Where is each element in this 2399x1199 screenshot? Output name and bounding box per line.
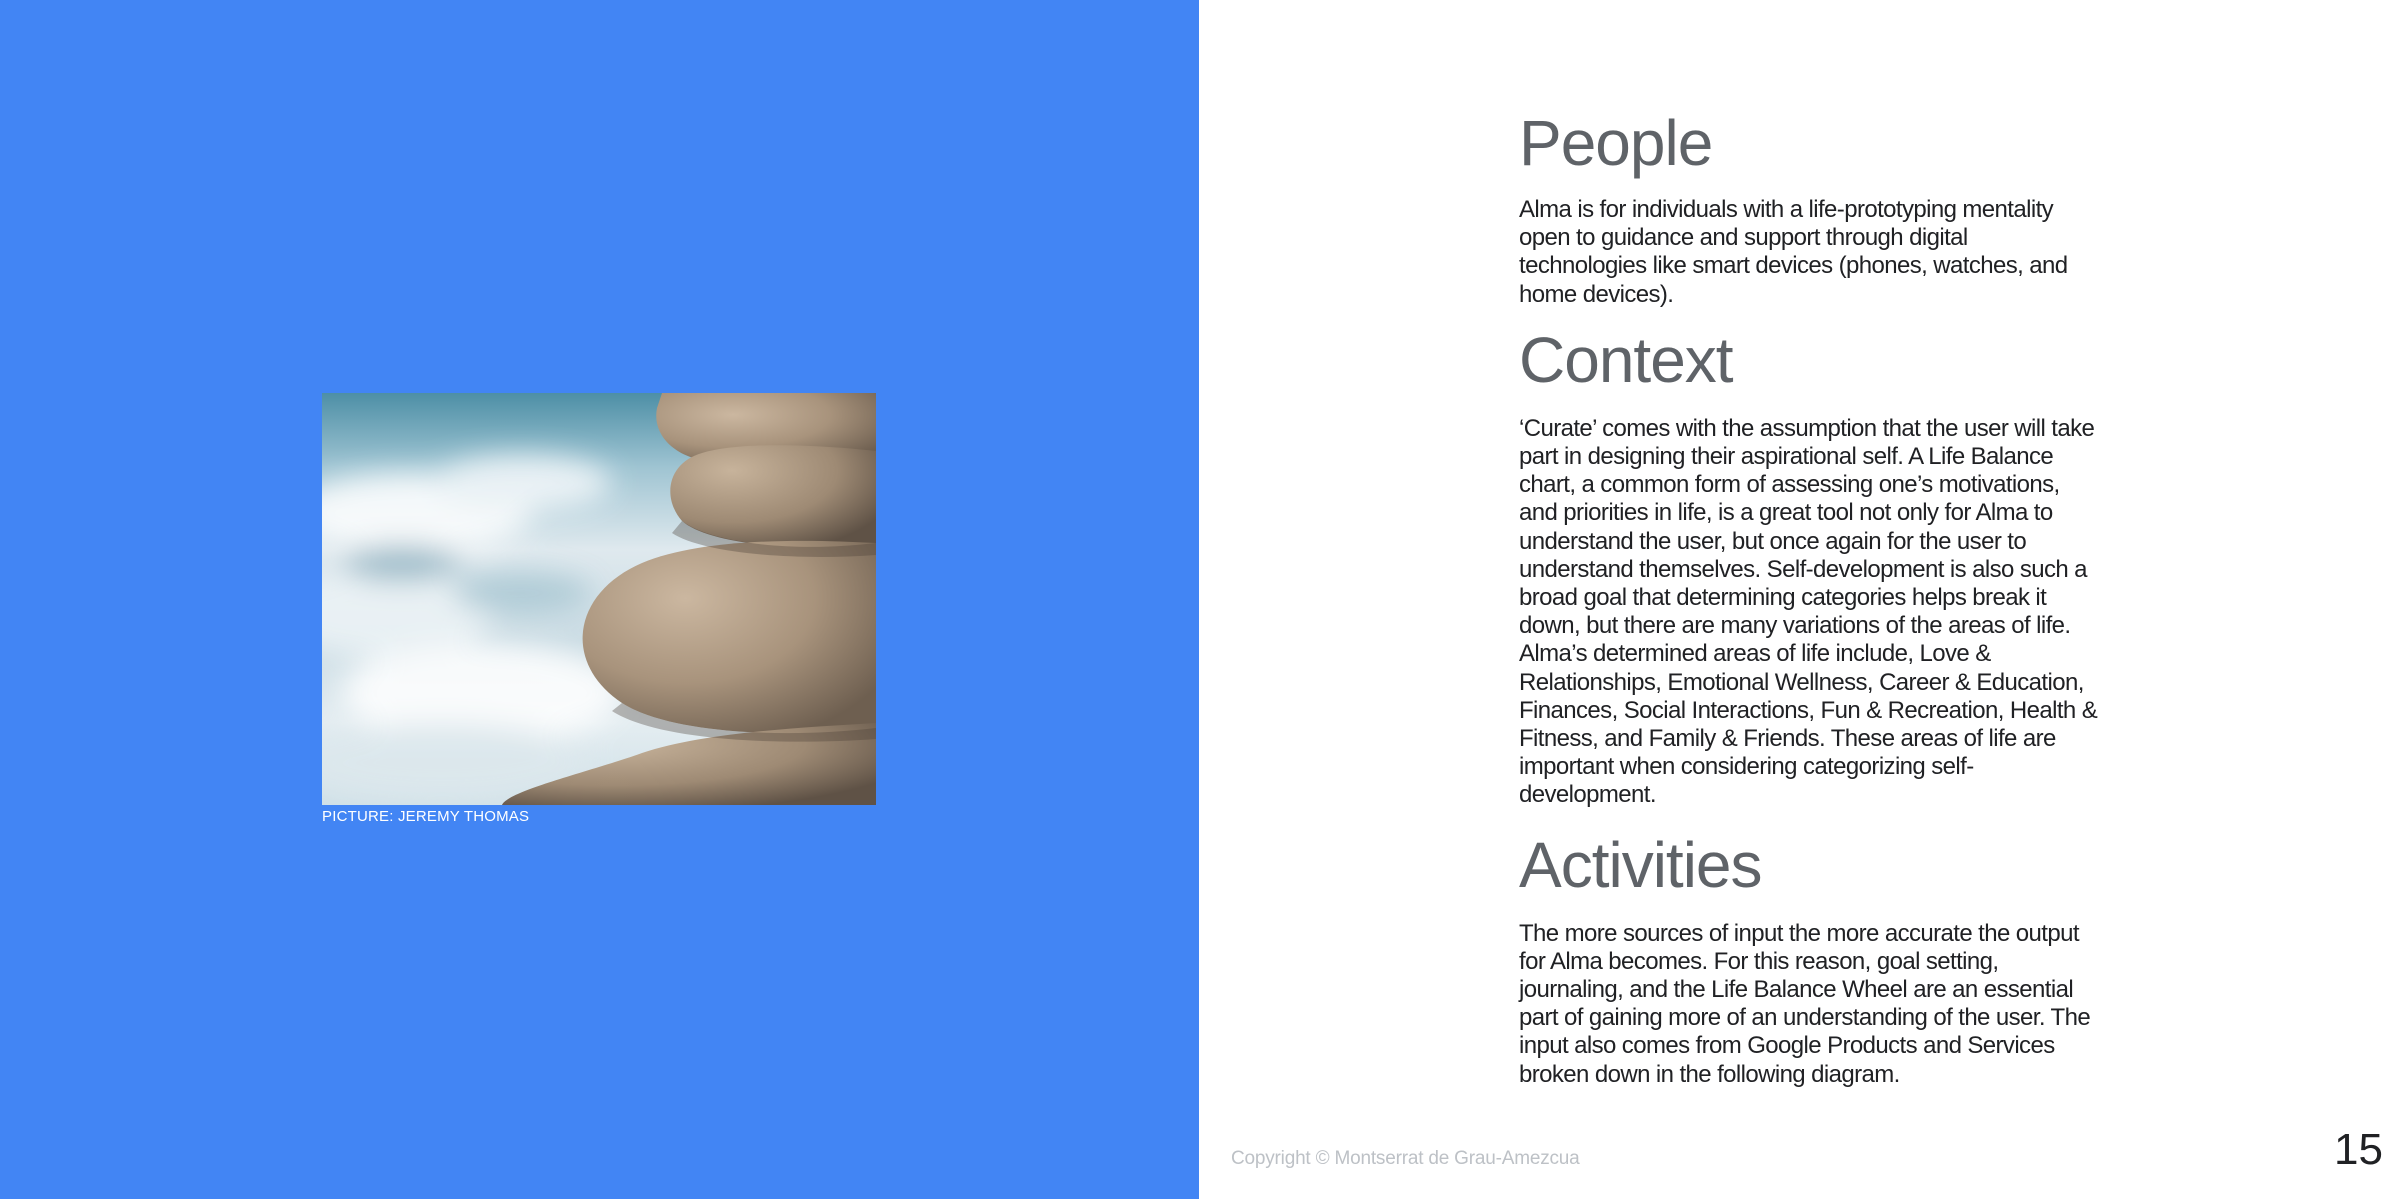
stacked-stones-photo xyxy=(322,393,876,805)
photo-caption: PICTURE: JEREMY THOMAS xyxy=(322,808,530,825)
people-body: Alma is for individuals with a life-prototyping mentality open to guidance and support through digital technologies like smart devices (phones, watches, and home devices). xyxy=(1519,196,2068,308)
people-heading: People xyxy=(1519,107,1713,179)
text-content xyxy=(1519,100,2099,1089)
page-number: 15 xyxy=(2334,1125,2383,1174)
left-panel xyxy=(0,0,1199,1199)
copyright-notice: Copyright © Montserrat de Grau-Amezcua xyxy=(1231,1148,1580,1169)
activities-body: The more sources of input the more accurate the output for Alma becomes. For this reason, goal setting, journaling, and the Life Balance Wheel are an essential part of gaining more of an understanding of the user. The input also comes from Google Products and Services broken down in the following diagram. xyxy=(1519,919,2091,1088)
right-panel xyxy=(1199,0,2399,1199)
context-body: ‘Curate’ comes with the assumption that the user will take part in designing their aspirational self. A Life Balance chart, a common form of assessing one’s motivations, and priorities in life, is a great tool not only for Alma to understand the user, but once again for the user to understand themselves. Self-development is also such a broad goal that determining categories helps break it down, but there are many variations of the areas of life. Alma’s determined areas of life include, Love & Relationships, Emotional Wellness, Career & Education, Finances, Social Interactions, Fun & Recreation, Health & Fitness, and Family & Friends. These areas of life are important when considering categorizing self-development. xyxy=(1519,414,2098,809)
context-heading: Context xyxy=(1519,323,1733,396)
activities-heading: Activities xyxy=(1519,828,1762,901)
